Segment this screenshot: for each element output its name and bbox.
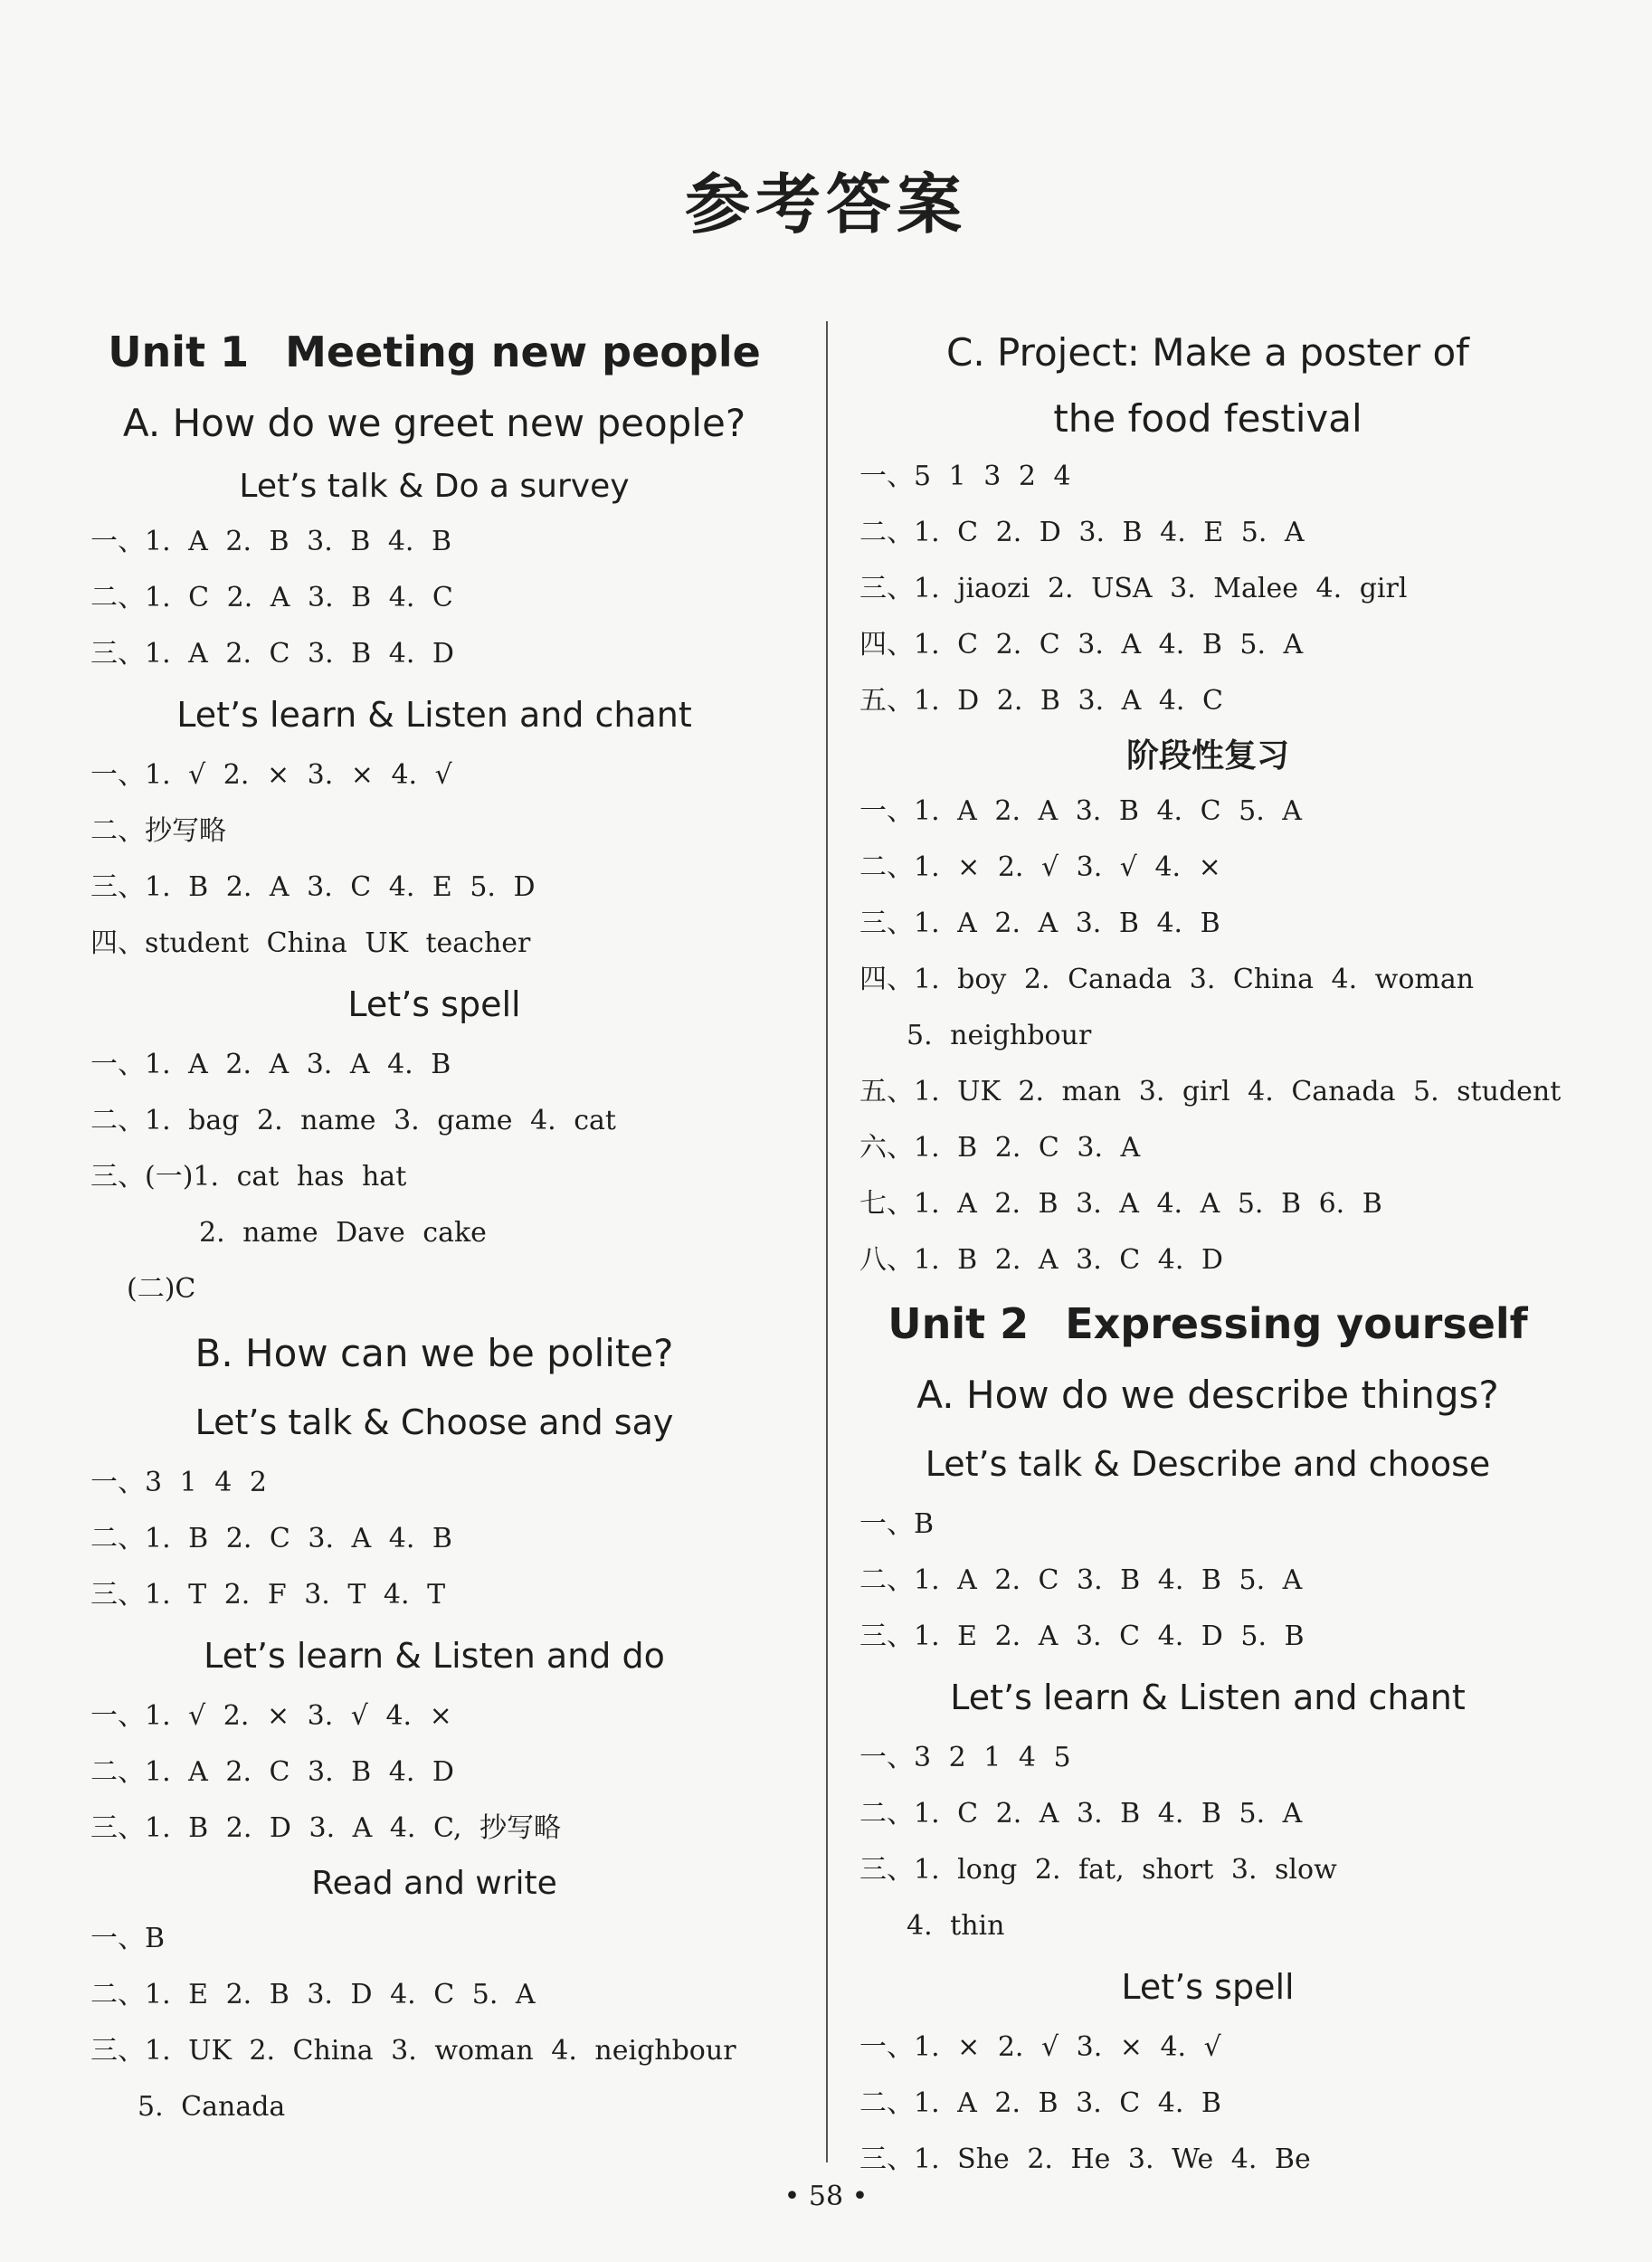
answer-line: 六、1. B 2. C 3. A	[859, 1132, 1141, 1164]
answer-line: 三、1. She 2. He 3. We 4. Be	[859, 2143, 1311, 2175]
section-c-heading-line2: the food festival	[1053, 396, 1362, 441]
page-number: • 58 •	[783, 2181, 869, 2212]
section-a-heading: A. How do we describe things?	[916, 1373, 1499, 1417]
answer-line: 一、3 2 1 4 5	[859, 1742, 1071, 1773]
answer-line: 三、1. T 2. F 3. T 4. T	[90, 1579, 446, 1611]
subsection-heading: Let’s spell	[1121, 1967, 1295, 2007]
subsection-heading: Let’s learn & Listen and chant	[176, 695, 692, 735]
subsection-heading: Let’s spell	[347, 984, 521, 1024]
subsection-heading: Let’s learn & Listen and chant	[950, 1677, 1466, 1717]
unit-1-title	[90, 317, 778, 387]
right-column	[859, 317, 1562, 2188]
answer-line: 一、5 1 3 2 4	[859, 461, 1071, 492]
answer-line: 4. thin	[907, 1910, 1005, 1942]
left-column	[90, 317, 778, 2135]
answer-line: 二、1. C 2. A 3. B 4. B 5. A	[859, 1798, 1303, 1830]
answer-line: 一、1. × 2. √ 3. × 4. √	[859, 2031, 1221, 2063]
answer-line: 一、1. A 2. A 3. B 4. C 5. A	[859, 795, 1302, 827]
answer-line: 一、B	[859, 1508, 935, 1540]
answer-line: (二)C	[127, 1273, 196, 1305]
answer-line: 2. name Dave cake	[199, 1217, 487, 1249]
answer-line: 三、1. A 2. C 3. B 4. D	[90, 638, 454, 670]
unit-name: Expressing yourself	[1065, 1299, 1528, 1348]
answer-line: 二、1. A 2. C 3. B 4. D	[90, 1756, 454, 1788]
answer-line: 三、(一)1. cat has hat	[90, 1161, 407, 1193]
answer-line: 5. neighbour	[907, 1020, 1092, 1051]
answer-line: 二、1. × 2. √ 3. √ 4. ×	[859, 851, 1221, 883]
answer-line: 三、1. A 2. A 3. B 4. B	[859, 908, 1220, 939]
subsection-heading: Let’s talk & Describe and choose	[925, 1444, 1491, 1484]
answer-line: 四、1. C 2. C 3. A 4. B 5. A	[859, 629, 1304, 661]
answer-line: 七、1. A 2. B 3. A 4. A 5. B 6. B	[859, 1188, 1382, 1220]
answer-line: 三、1. E 2. A 3. C 4. D 5. B	[859, 1620, 1305, 1652]
answer-line: 二、1. E 2. B 3. D 4. C 5. A	[90, 1979, 536, 2010]
answer-line: 四、student China UK teacher	[90, 927, 531, 959]
column-divider	[826, 321, 828, 2162]
answer-line: 二、1. B 2. C 3. A 4. B	[90, 1523, 452, 1554]
answer-line: 五、1. D 2. B 3. A 4. C	[859, 685, 1223, 717]
answer-line: 二、抄写略	[90, 815, 226, 847]
answer-line: 二、1. bag 2. name 3. game 4. cat	[90, 1105, 616, 1136]
section-b-heading: B. How can we be polite?	[195, 1331, 674, 1375]
answer-line: 二、1. C 2. A 3. B 4. C	[90, 582, 453, 613]
unit-2-title	[859, 1288, 1556, 1359]
answer-line: 二、1. A 2. B 3. C 4. B	[859, 2087, 1221, 2119]
subsection-heading: Let’s talk & Do a survey	[239, 468, 630, 505]
subsection-heading: Let’s talk & Choose and say	[195, 1402, 674, 1442]
answer-line: 一、1. A 2. B 3. B 4. B	[90, 526, 452, 557]
answer-line: 一、1. A 2. A 3. A 4. B	[90, 1049, 451, 1080]
review-heading: 阶段性复习	[1125, 737, 1289, 775]
answer-line: 三、1. UK 2. China 3. woman 4. neighbour	[90, 2035, 736, 2067]
unit-number: Unit 1	[108, 328, 250, 376]
answer-line: 三、1. jiaozi 2. USA 3. Malee 4. girl	[859, 573, 1408, 604]
answer-line: 一、1. √ 2. × 3. √ 4. ×	[90, 1700, 452, 1732]
answer-line: 二、1. A 2. C 3. B 4. B 5. A	[859, 1564, 1303, 1596]
section-a-heading: A. How do we greet new people?	[122, 401, 746, 445]
subsection-heading: Read and write	[311, 1865, 557, 1902]
answer-line: 一、1. √ 2. × 3. × 4. √	[90, 759, 452, 791]
answer-line: 四、1. boy 2. Canada 3. China 4. woman	[859, 964, 1475, 995]
subsection-heading: Let’s learn & Listen and do	[204, 1636, 665, 1676]
unit-name: Meeting new people	[285, 328, 761, 376]
answer-line: 一、3 1 4 2	[90, 1467, 267, 1498]
answer-line: 5. Canada	[138, 2091, 286, 2123]
answer-line: 一、B	[90, 1923, 166, 1954]
page-title: 参考答案	[684, 166, 967, 242]
answer-line: 三、1. B 2. A 3. C 4. E 5. D	[90, 871, 536, 903]
unit-number: Unit 2	[888, 1299, 1030, 1348]
answer-line: 三、1. B 2. D 3. A 4. C, 抄写略	[90, 1812, 561, 1844]
section-c-heading-line1: C. Project: Make a poster of	[946, 330, 1469, 375]
answer-line: 二、1. C 2. D 3. B 4. E 5. A	[859, 517, 1305, 548]
answer-line: 三、1. long 2. fat, short 3. slow	[859, 1854, 1337, 1886]
answer-line: 五、1. UK 2. man 3. girl 4. Canada 5. student	[859, 1076, 1562, 1107]
answer-line: 八、1. B 2. A 3. C 4. D	[859, 1244, 1223, 1276]
